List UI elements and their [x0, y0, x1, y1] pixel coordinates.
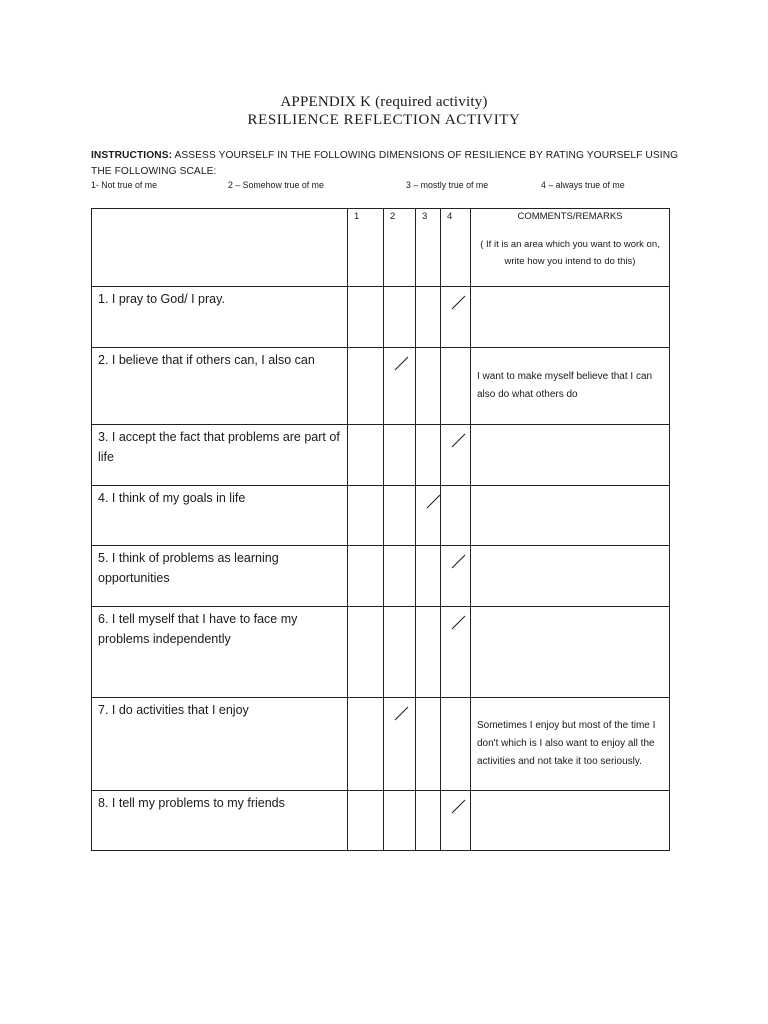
statement-cell: 2. I believe that if others can, I also can	[92, 348, 348, 425]
appendix-title: APPENDIX K (required activity)	[280, 94, 488, 110]
table-row	[92, 348, 670, 425]
rating-cell-2[interactable]	[384, 486, 416, 546]
remark-cell[interactable]	[471, 546, 670, 607]
rating-cell-2[interactable]	[384, 607, 416, 698]
rating-cell-1[interactable]	[348, 607, 384, 698]
table-row	[92, 425, 670, 486]
rating-cell-1[interactable]	[348, 791, 384, 851]
table-row	[92, 287, 670, 348]
rating-cell-3[interactable]	[416, 425, 441, 486]
rating-header-1: 1	[348, 209, 384, 287]
rating-cell-1[interactable]	[348, 425, 384, 486]
statement-header-cell	[92, 209, 348, 287]
remark-cell[interactable]	[471, 425, 670, 486]
rating-cell-3[interactable]	[416, 607, 441, 698]
check-mark-icon	[449, 552, 467, 570]
rating-cell-1[interactable]	[348, 698, 384, 791]
check-mark-icon	[449, 797, 467, 815]
comments-subheader: ( If it is an area which you want to work on, write how you intend to do this)	[480, 239, 660, 267]
instructions-label: INSTRUCTIONS:	[91, 150, 173, 161]
remark-cell[interactable]: Sometimes I enjoy but most of the time I don't which is I also want to enjoy all the activities and not take it too seriously.	[471, 698, 670, 791]
statement-cell: 5. I think of problems as learning opportunities	[92, 546, 348, 607]
rating-cell-4[interactable]	[441, 791, 471, 851]
rating-cell-3[interactable]	[416, 698, 441, 791]
remark-cell[interactable]	[471, 287, 670, 348]
rating-cell-3[interactable]	[416, 791, 441, 851]
rating-cell-3[interactable]	[416, 348, 441, 425]
remark-cell[interactable]	[471, 607, 670, 698]
rating-header-4: 4	[441, 209, 471, 287]
rating-cell-2[interactable]	[384, 546, 416, 607]
statement-cell: 8. I tell my problems to my friends	[92, 791, 348, 851]
scale-item-1: 1- Not true of me	[91, 180, 158, 190]
table-header-row	[92, 209, 670, 287]
rating-cell-4[interactable]	[441, 348, 471, 425]
rating-header-2: 2	[384, 209, 416, 287]
check-mark-icon	[392, 704, 410, 722]
rating-cell-2[interactable]	[384, 425, 416, 486]
check-mark-icon	[449, 431, 467, 449]
rating-cell-1[interactable]	[348, 486, 384, 546]
rating-cell-2[interactable]	[384, 287, 416, 348]
rating-cell-4[interactable]	[441, 486, 471, 546]
scale-item-2: 2 – Somehow true of me	[228, 180, 324, 190]
table-row	[92, 486, 670, 546]
rating-header-3: 3	[416, 209, 441, 287]
comments-header: COMMENTS/REMARKS	[517, 211, 623, 222]
scale-item-3: 3 – mostly true of me	[406, 180, 489, 190]
instructions	[91, 148, 691, 180]
rating-cell-4[interactable]	[441, 607, 471, 698]
rating-cell-3[interactable]	[416, 486, 441, 546]
instructions-text: ASSESS YOURSELF IN THE FOLLOWING DIMENSIONS OF RESILIENCE BY RATING YOURSELF USING THE FOLLOWING SCALE:	[91, 150, 679, 177]
table-row	[92, 791, 670, 851]
rating-cell-2[interactable]	[384, 348, 416, 425]
remark-cell[interactable]: I want to make myself believe that I can also do what others do	[471, 348, 670, 425]
table-row	[92, 546, 670, 607]
resilience-table	[91, 208, 670, 851]
rating-cell-1[interactable]	[348, 348, 384, 425]
rating-cell-4[interactable]	[441, 546, 471, 607]
check-mark-icon	[392, 354, 410, 372]
rating-cell-1[interactable]	[348, 287, 384, 348]
statement-cell: 1. I pray to God/ I pray.	[92, 287, 348, 348]
rating-cell-2[interactable]	[384, 791, 416, 851]
rating-scale	[0, 180, 768, 194]
statement-cell: 6. I tell myself that I have to face my problems independently	[92, 607, 348, 698]
comments-header-cell	[471, 209, 670, 287]
scale-item-4: 4 – always true of me	[541, 180, 625, 190]
rating-cell-4[interactable]	[441, 287, 471, 348]
table-row	[92, 698, 670, 791]
check-mark-icon	[449, 613, 467, 631]
rating-cell-1[interactable]	[348, 546, 384, 607]
rating-cell-2[interactable]	[384, 698, 416, 791]
rating-cell-4[interactable]	[441, 425, 471, 486]
rating-cell-3[interactable]	[416, 287, 441, 348]
statement-cell: 3. I accept the fact that problems are part of life	[92, 425, 348, 486]
table-row	[92, 607, 670, 698]
activity-title: RESILIENCE REFLECTION ACTIVITY	[247, 112, 521, 128]
check-mark-icon	[449, 293, 467, 311]
statement-cell: 7. I do activities that I enjoy	[92, 698, 348, 791]
check-mark-icon	[424, 492, 442, 510]
rating-cell-4[interactable]	[441, 698, 471, 791]
statement-cell: 4. I think of my goals in life	[92, 486, 348, 546]
rating-cell-3[interactable]	[416, 546, 441, 607]
remark-cell[interactable]	[471, 791, 670, 851]
remark-cell[interactable]	[471, 486, 670, 546]
